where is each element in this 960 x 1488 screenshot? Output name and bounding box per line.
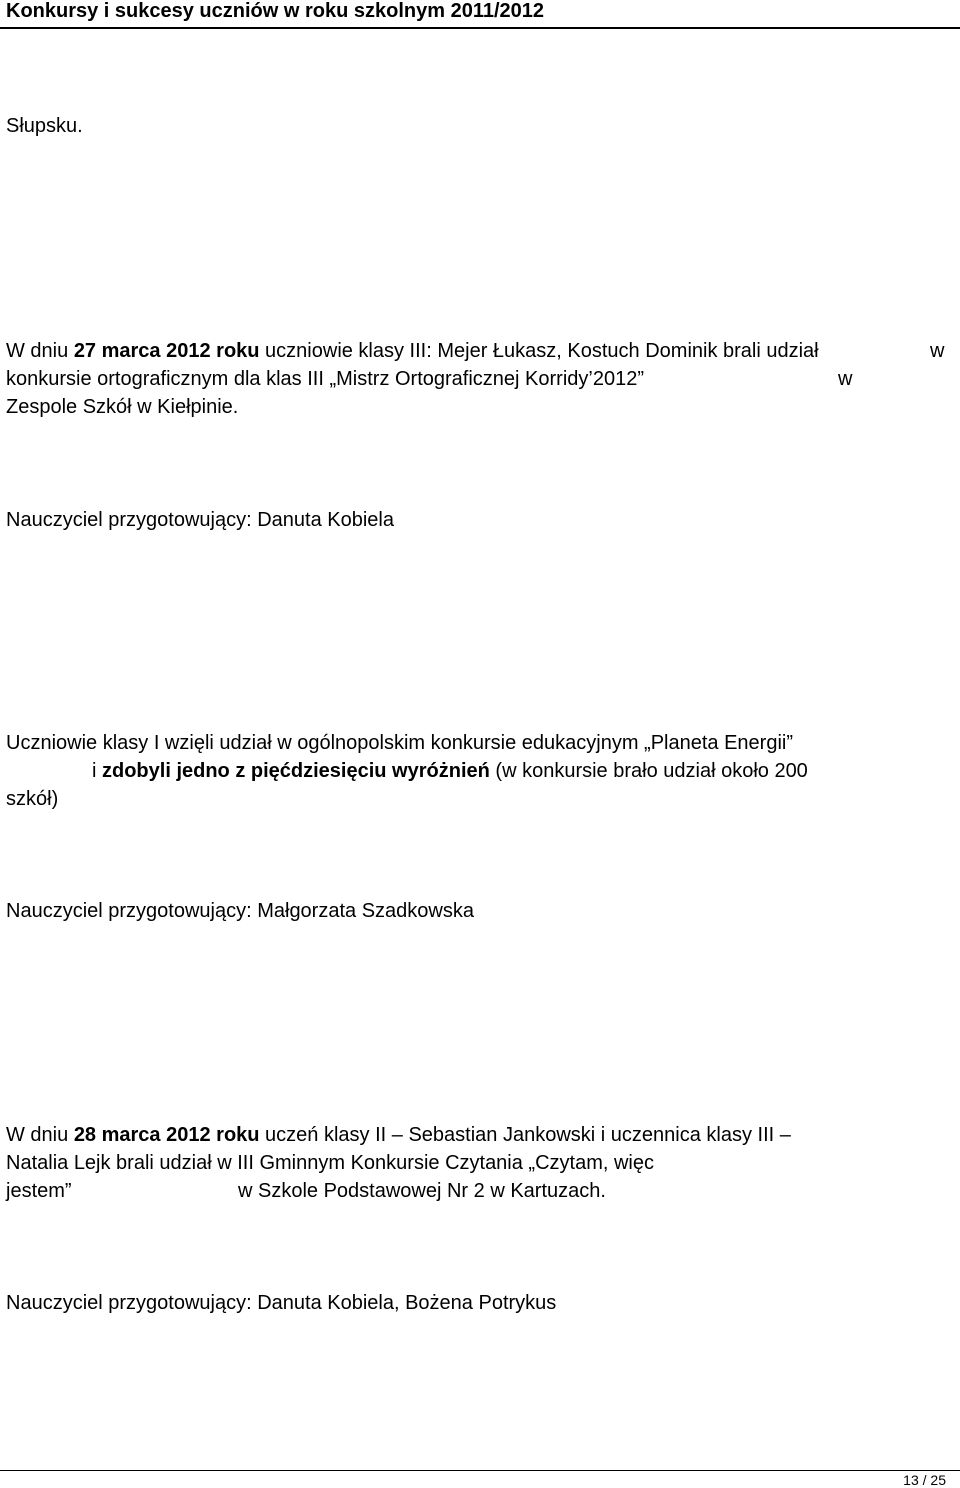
teacher-line: Nauczyciel przygotowujący: Małgorzata Szadkowska: [6, 900, 474, 922]
paragraph-line: [6, 1122, 791, 1148]
text-span: w: [930, 340, 945, 362]
paragraph-line: Zespole Szkół w Kiełpinie.: [6, 396, 239, 418]
footer-divider: [0, 1470, 960, 1471]
text-span: w: [838, 368, 853, 390]
paragraph-line: Uczniowie klasy I wzięli udział w ogólnopolskim konkursie edukacyjnym „Planeta Energii”: [6, 732, 794, 754]
teacher-line: Nauczyciel przygotowujący: Danuta Kobiela: [6, 509, 394, 531]
text-span: uczniowie klasy III: Mejer Łukasz, Kostuch Dominik brali udział: [259, 340, 819, 362]
header-divider: [0, 27, 960, 29]
text-span: W dniu: [6, 340, 74, 362]
text-span: (w konkursie brało udział około 200: [489, 760, 808, 782]
paragraph-line: Natalia Lejk brali udział w III Gminnym Konkursie Czytania „Czytam, więc: [6, 1152, 654, 1174]
paragraph-line: szkół): [6, 788, 59, 810]
document-title: Konkursy i sukcesy uczniów w roku szkolnym 2011/2012: [6, 0, 545, 22]
text-span: w Szkole Podstawowej Nr 2 w Kartuzach.: [238, 1180, 606, 1202]
paragraph-line: [92, 758, 808, 784]
award-highlight: zdobyli jedno z pięćdziesięciu wyróżnień: [102, 760, 490, 782]
paragraph-line: konkursie ortograficznym dla klas III „Mistrz Ortograficznej Korridy’2012”: [6, 368, 644, 390]
page-header: [0, 0, 960, 22]
paragraph-line: jestem”: [6, 1180, 72, 1202]
date-highlight: 27 marca 2012 roku: [73, 340, 260, 362]
date-highlight: 28 marca 2012 roku: [73, 1124, 260, 1146]
paragraph-fragment: Słupsku.: [6, 115, 83, 137]
paragraph-line: [6, 338, 819, 364]
page-number: 13 / 25: [903, 1472, 946, 1488]
text-span: W dniu: [6, 1124, 74, 1146]
teacher-line: Nauczyciel przygotowujący: Danuta Kobiela, Bożena Potrykus: [6, 1292, 557, 1314]
text-span: i: [92, 760, 102, 782]
text-span: uczeń klasy II – Sebastian Jankowski i uczennica klasy III –: [259, 1124, 791, 1146]
